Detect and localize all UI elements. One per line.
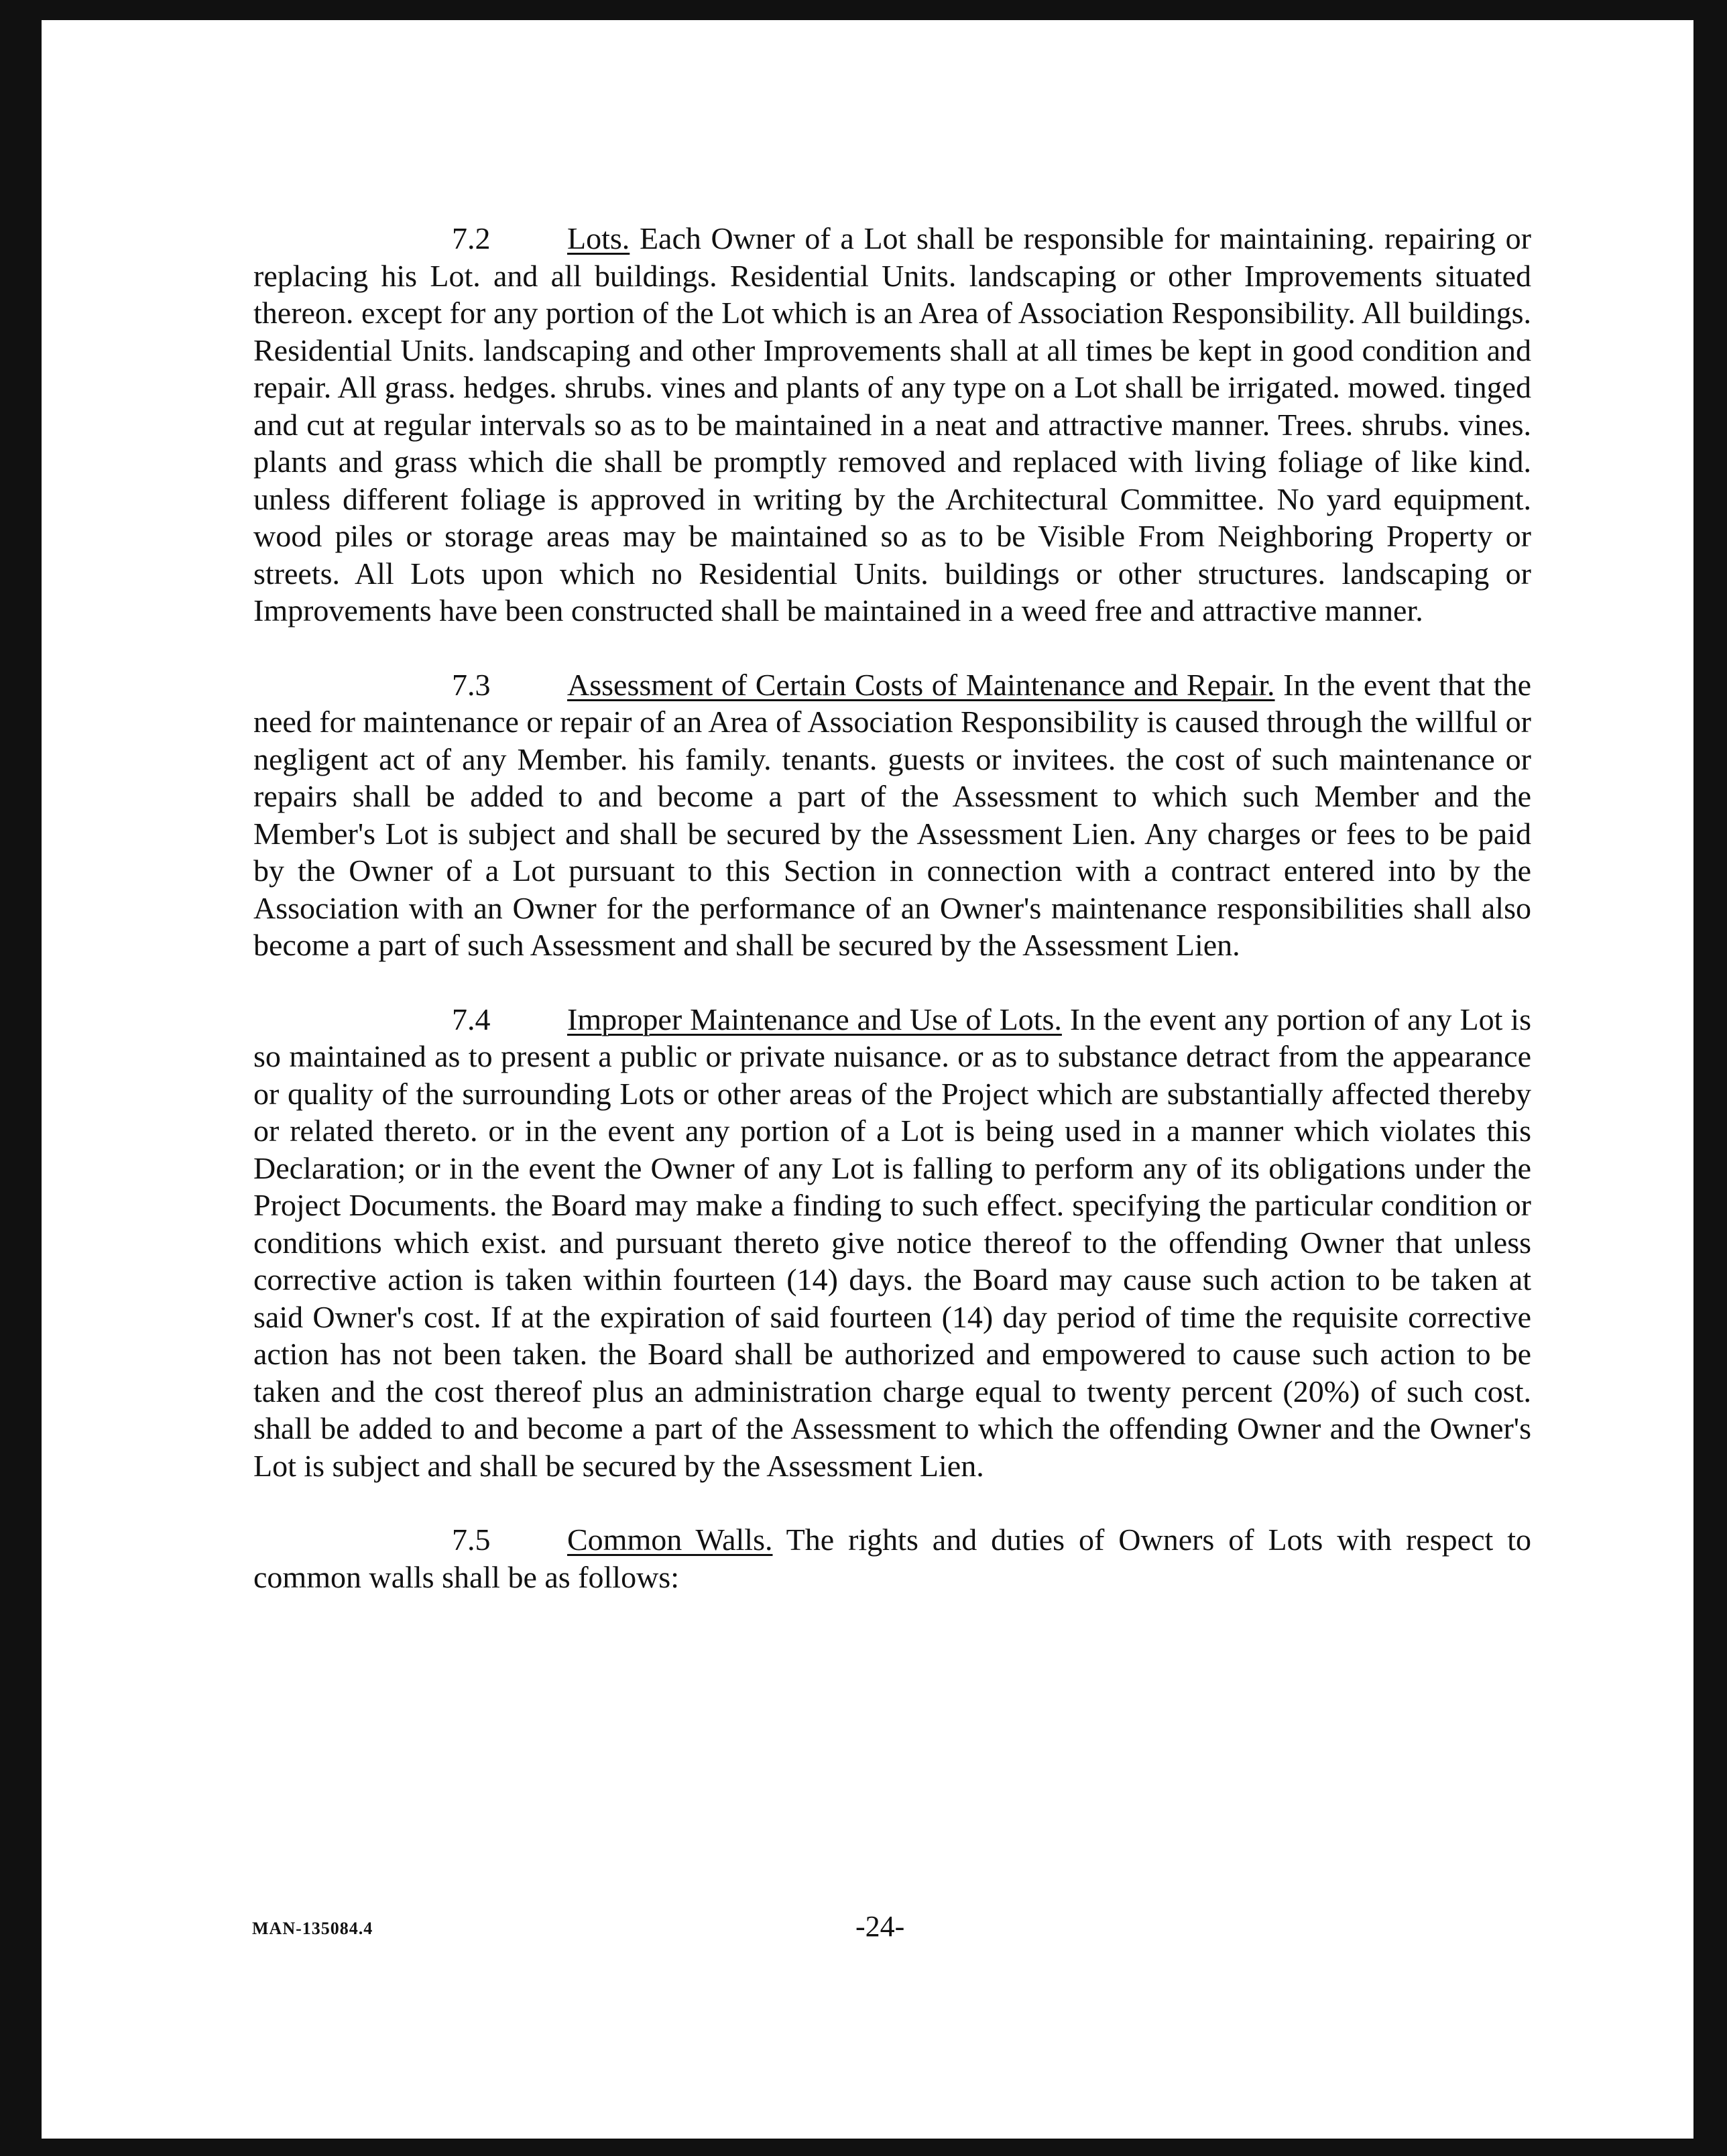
section-7-2	[253, 220, 1531, 630]
section-text: In the event any portion of any Lot is so maintained as to present a public or private nuisance. or as to substance detract from the appearance or quality of the surrounding Lots or other areas of the Project which are substantially affected thereby or related thereto. or in the event any portion of a Lot is being used in a manner which violates this Declaration; or in the event the Owner of any Lot is falling to perform any of its obligations under the Project Documents. the Board may make a finding to such effect. specifying the particular condition or conditions which exist. and pursuant thereto give notice thereof to the offending Owner that unless corrective action is taken within fourteen (14) days. the Board may cause such action to be taken at said Owner's cost. If at the expiration of said fourteen (14) day period of time the requisite corrective action has not been taken. the Board shall be authorized and empowered to cause such action to be taken and the cost thereof plus an administration charge equal to twenty percent (20%) of such cost. shall be added to and become a part of the Assessment to which the offending Owner and the Owner's Lot is subject and shall be secured by the Assessment Lien.	[253, 1002, 1531, 1483]
section-text: In the event that the need for maintenance or repair of an Area of Association Responsibility is caused through the willful or negligent act of any Member. his family. tenants. guests or invitees. the cost of such maintenance or repairs shall be added to and become a part of the Assessment to which such Member and the Member's Lot is subject and shall be secured by the Assessment Lien. Any charges or fees to be paid by the Owner of a Lot pursuant to this Section in connection with a contract entered into by the Association with an Owner for the performance of an Owner's maintenance responsibilities shall also become a part of such Assessment and shall be secured by the Assessment Lien.	[253, 667, 1531, 962]
section-heading: Common Walls.	[567, 1522, 773, 1557]
document-id: MAN-135084.4	[252, 1919, 373, 1938]
section-7-5	[253, 1521, 1531, 1596]
section-number: 7.5	[452, 1522, 491, 1557]
section-text: Each Owner of a Lot shall be responsible for maintaining. repairing or replacing his Lot. and all buildings. Residential Units. landscaping or other Improvements situated thereon. except for any portion of the Lot which is an Area of Association Responsibility. All buildings. Residential Units. landscaping and other Improvements shall at all times be kept in good condition and repair. All grass. hedges. shrubs. vines and plants of any type on a Lot shall be irrigated. mowed. tinged and cut at regular intervals so as to be maintained in a neat and attractive manner. Trees. shrubs. vines. plants and grass which die shall be promptly removed and replaced with living foliage of like kind. unless different foliage is approved in writing by the Architectural Committee. No yard equipment. wood piles or storage areas may be maintained so as to be Visible From Neighboring Property or streets. All Lots upon which no Residential Units. buildings or other structures. landscaping or Improvements have been constructed shall be maintained in a weed free and attractive manner.	[253, 221, 1531, 627]
section-heading: Assessment of Certain Costs of Maintenance and Repair.	[567, 667, 1275, 702]
document-page	[42, 20, 1693, 2139]
section-number: 7.4	[452, 1002, 491, 1036]
section-number: 7.3	[452, 667, 491, 702]
section-heading: Lots.	[567, 221, 630, 255]
section-number: 7.2	[452, 221, 491, 255]
section-7-4	[253, 1001, 1531, 1485]
section-heading: Improper Maintenance and Use of Lots.	[567, 1002, 1062, 1036]
document-body	[253, 220, 1531, 1632]
section-text: The rights and duties of Owners of Lots with respect to common walls shall be as follows:	[253, 1522, 1531, 1594]
page-number: -24-	[855, 1910, 905, 1943]
section-7-3	[253, 666, 1531, 964]
